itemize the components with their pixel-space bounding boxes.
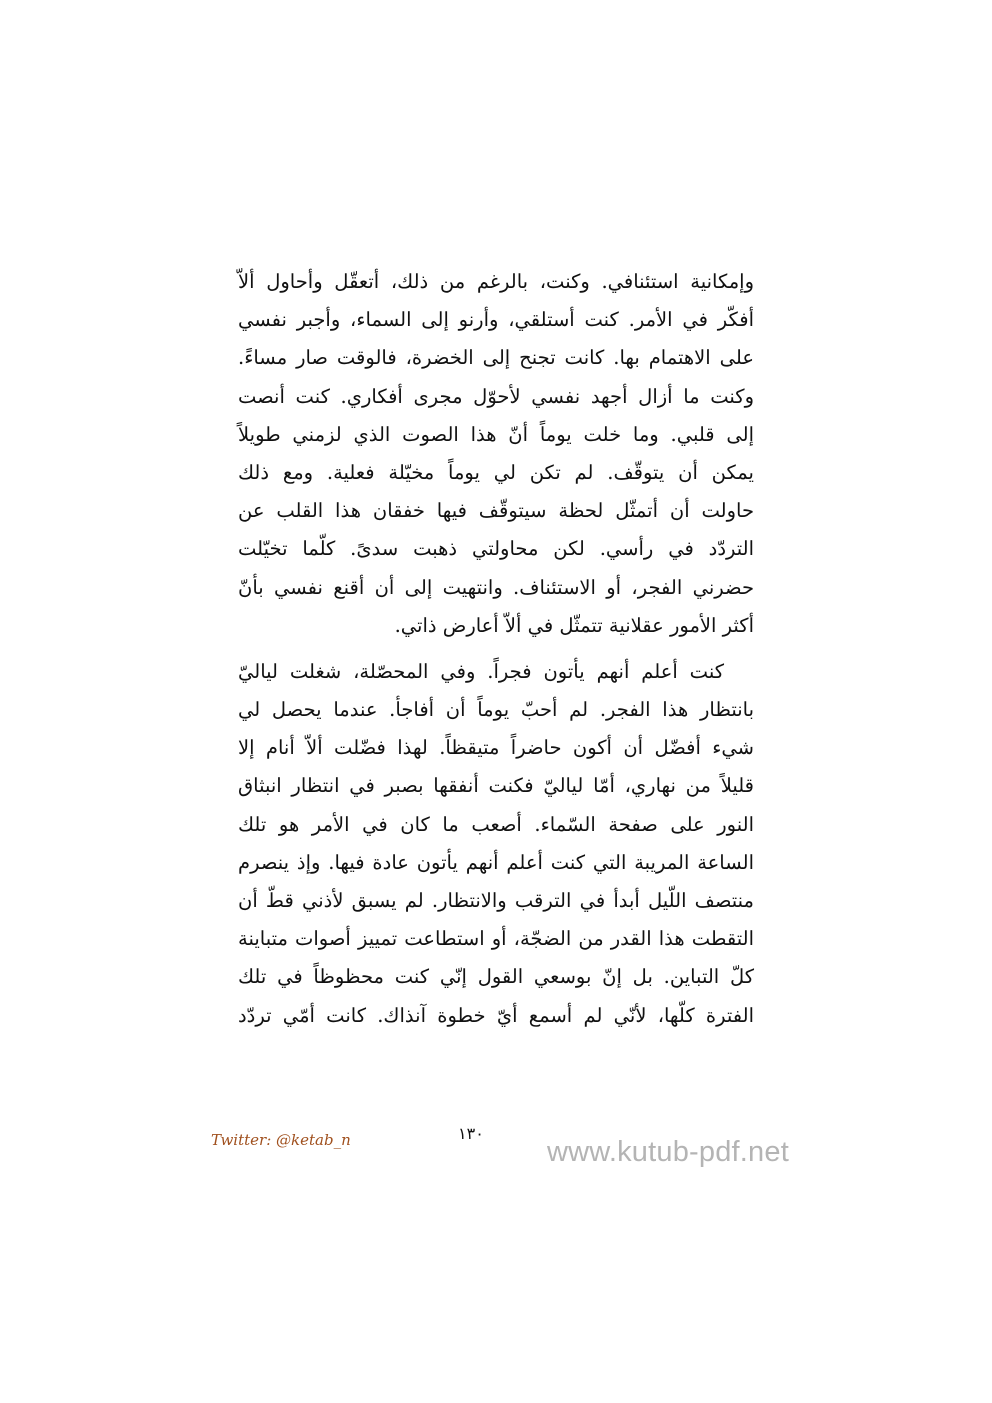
- paragraph-gap: [238, 645, 754, 653]
- text-line: منتصف اللّيل أبدأ في الترقب والانتظار. لم يسبق لأذني قطّ أن: [238, 889, 754, 912]
- body-text: [238, 263, 754, 1035]
- text-line: يمكن أن يتوقّف. لم تكن لي يوماً مخيّلة فعلية. ومع ذلك: [238, 460, 754, 484]
- text-line: النور على صفحة السّماء. أصعب ما كان في الأمر هو تلك: [238, 812, 754, 836]
- text-line: كنت أعلم أنهم يأتون فجراً. وفي المحصّلة، شغلت لياليّ: [238, 659, 724, 683]
- text-line: بانتظار هذا الفجر. لم أحبّ يوماً أن أفاجأ. عندما يحصل لي: [238, 698, 754, 722]
- text-line: كلّ التباين. بل إنّ بوسعي القول إنّي كنت محظوظاً في تلك: [238, 965, 754, 989]
- text-line: على الاهتمام بها. كانت تجنح إلى الخضرة، فالوقت صار مساءً.: [238, 346, 754, 370]
- text-line: أكثر الأمور عقلانية تتمثّل في ألاّ أعارض ذاتي.: [394, 613, 754, 637]
- text-line: الساعة المريبة التي كنت أعلم أنهم يأتون عادة فيها. وإذ ينصرم: [238, 850, 754, 874]
- text-line: الفترة كلّها، لأنّي لم أسمع أيّ خطوة آنذاك. كانت أمّي تردّد: [238, 1003, 754, 1027]
- text-line: أفكّر في الأمر. كنت أستلقي، وأرنو إلى السماء، وأجبر نفسي: [238, 308, 754, 332]
- text-line: شيء أفضّل أن أكون حاضراً متيقظاً. لهذا فضّلت ألاّ أنام إلا: [238, 736, 754, 760]
- text-line: حضرني الفجر، أو الاستئناف. وانتهيت إلى أن أقنع نفسي بأنّ: [238, 575, 754, 599]
- paragraph-2: [238, 653, 754, 1035]
- twitter-handle: Twitter: @ketab_n: [211, 1131, 351, 1149]
- text-line: إلى قلبي. وما خلت يوماً أنّ هذا الصوت الذي لزمني طويلاً: [238, 422, 754, 446]
- text-line: التردّد في رأسي. لكن محاولتي ذهبت سدىً. كلّما تخيّلت: [238, 537, 754, 561]
- paragraph-1: [238, 263, 754, 645]
- watermark-url: www.kutub-pdf.net: [547, 1136, 789, 1168]
- text-line: حاولت أن أتمثّل لحظة سيتوقّف فيها خفقان هذا القلب عن: [238, 499, 754, 523]
- text-line: وكنت ما أزال أجهد نفسي لأحوّل مجرى أفكاري. كنت أنصت: [238, 384, 754, 408]
- text-line: التقطت هذا القدر من الضجّة، أو استطاعت تمييز أصوات متباينة: [238, 927, 754, 951]
- text-line: وإمكانية استئنافي. وكنت، بالرغم من ذلك، أتعقّل وأحاول ألاّ: [238, 270, 754, 293]
- text-line: قليلاً من نهاري، أمّا لياليّ فكنت أنفقها بصبر في انتظار انبثاق: [238, 774, 754, 798]
- page-number: ١٣٠: [458, 1124, 484, 1143]
